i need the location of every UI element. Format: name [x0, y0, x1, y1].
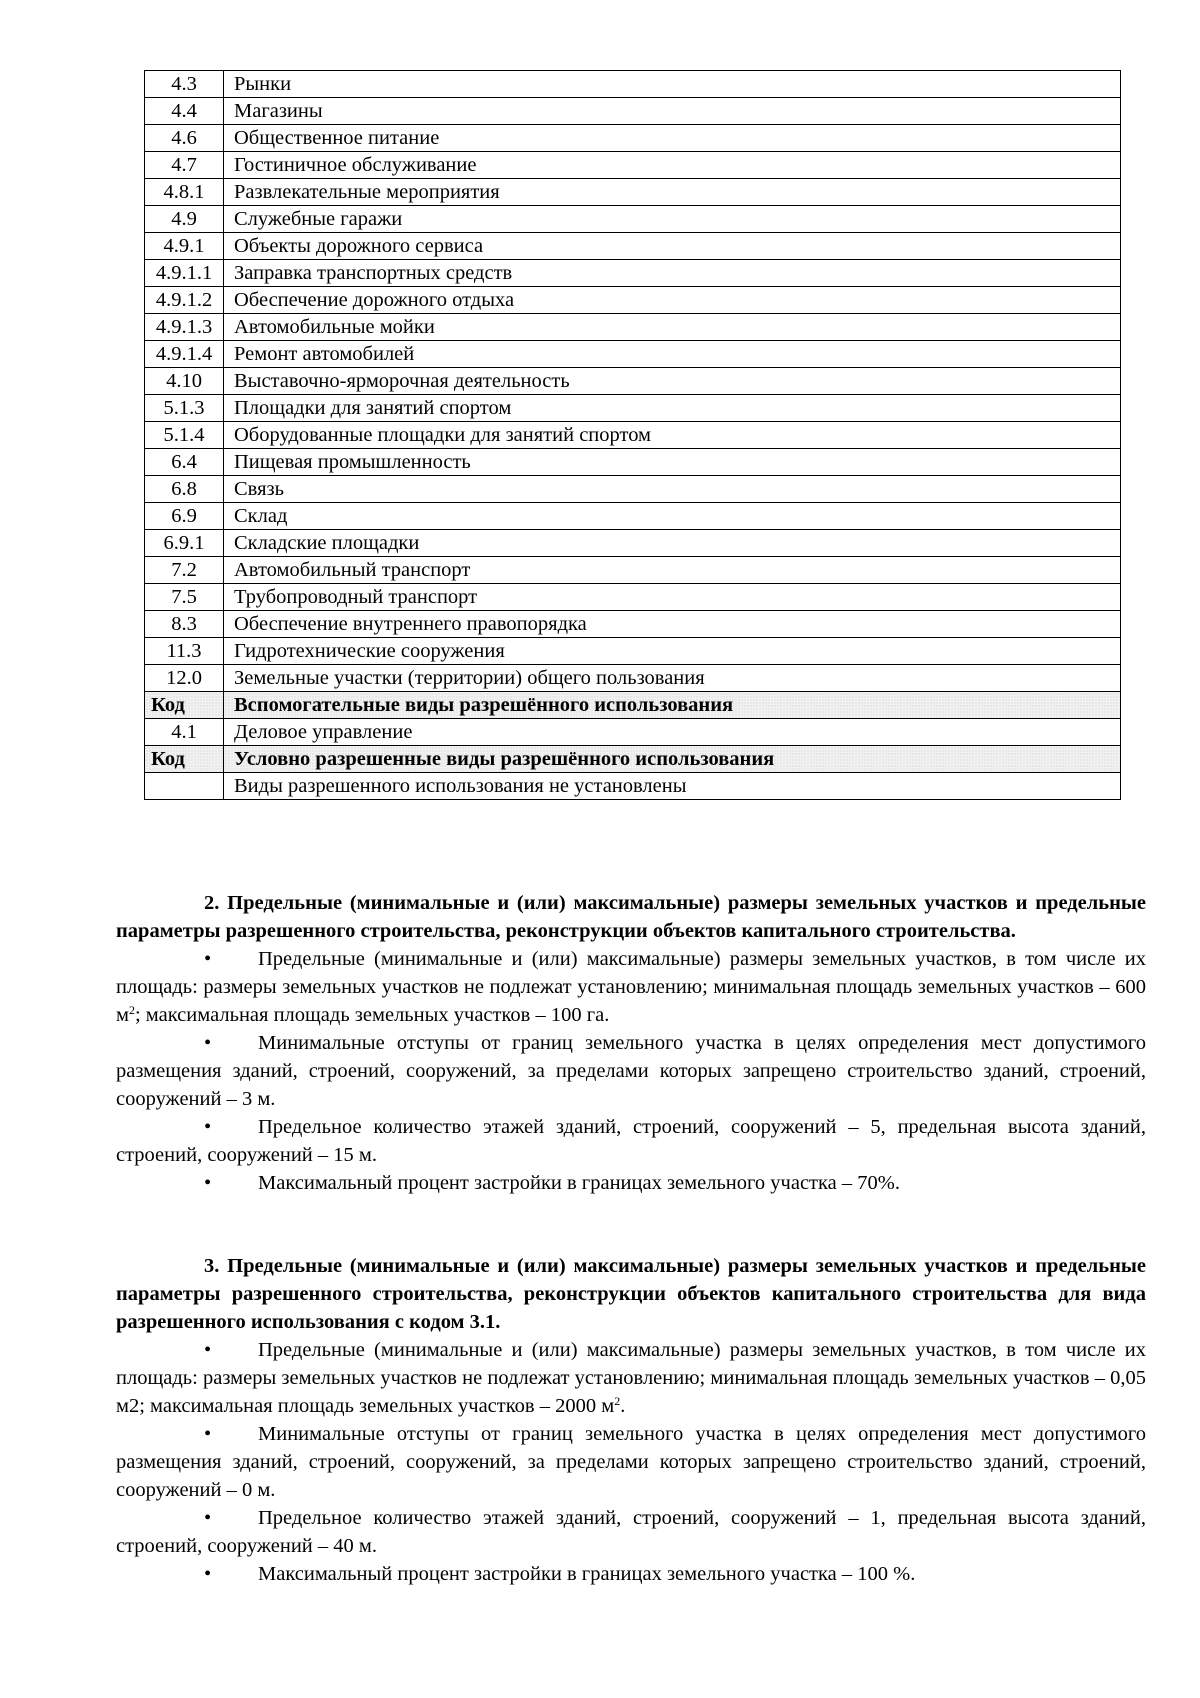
bullet-mark: • — [204, 1339, 212, 1361]
table-row — [145, 638, 1121, 665]
bullet-mark: • — [204, 1507, 212, 1529]
aux-header-code: Код — [145, 692, 224, 719]
item-text: Максимальный процент застройки в границах земельного участка – 100 %. — [258, 1563, 916, 1585]
table-row — [145, 773, 1121, 800]
use-code: 4.9 — [145, 206, 224, 233]
section-3-item-3 — [116, 1504, 1146, 1560]
use-name: Объекты дорожного сервиса — [224, 233, 1121, 260]
use-name: Служебные гаражи — [224, 206, 1121, 233]
use-name: Магазины — [224, 98, 1121, 125]
use-name: Гидротехнические сооружения — [224, 638, 1121, 665]
use-code: 4.6 — [145, 125, 224, 152]
use-code: 4.1 — [145, 719, 224, 746]
use-name: Автомобильный транспорт — [224, 557, 1121, 584]
use-code: 4.8.1 — [145, 179, 224, 206]
section-2 — [116, 889, 1146, 1197]
use-name: Виды разрешенного использования не установлены — [224, 773, 1121, 800]
section-2-item-2 — [116, 1029, 1146, 1113]
table-row — [145, 233, 1121, 260]
item-text-tail: . — [620, 1395, 626, 1417]
use-name: Выставочно-ярморочная деятельность — [224, 368, 1121, 395]
section-3-heading: 3. Предельные (минимальные и (или) максимальные) размеры земельных участков и предельные параметры разрешенного строительства, реконструкции объектов капитального строительства для вида разрешенного использования с кодом 3.1. — [116, 1255, 1146, 1333]
table-row — [145, 71, 1121, 98]
bullet-mark: • — [204, 1563, 212, 1585]
table-row — [145, 719, 1121, 746]
use-code: 4.3 — [145, 71, 224, 98]
table-row — [145, 98, 1121, 125]
table-row — [145, 368, 1121, 395]
table-row — [145, 611, 1121, 638]
use-name: Пищевая промышленность — [224, 449, 1121, 476]
use-code: 7.2 — [145, 557, 224, 584]
item-text: Предельное количество этажей зданий, строений, сооружений – 1, предельная высота зданий, строений, сооружений – 40 м. — [116, 1507, 1146, 1557]
section-3-item-4 — [116, 1560, 1146, 1588]
table-row — [145, 341, 1121, 368]
table-row — [145, 314, 1121, 341]
table-row — [145, 665, 1121, 692]
use-name: Оборудованные площадки для занятий спортом — [224, 422, 1121, 449]
land-use-table — [144, 70, 1121, 800]
use-name: Обеспечение дорожного отдыха — [224, 287, 1121, 314]
section-2-heading: 2. Предельные (минимальные и (или) максимальные) размеры земельных участков и предельные параметры разрешенного строительства, реконструкции объектов капитального строительства. — [116, 892, 1146, 942]
superscript: 2 — [128, 1003, 135, 1017]
use-code: 7.5 — [145, 584, 224, 611]
section-2-item-3 — [116, 1113, 1146, 1169]
section-2-item-1 — [116, 945, 1146, 1029]
conditional-uses-header-row — [145, 746, 1121, 773]
item-text: Максимальный процент застройки в границах земельного участка – 70%. — [258, 1172, 900, 1194]
use-name: Складские площадки — [224, 530, 1121, 557]
use-name: Гостиничное обслуживание — [224, 152, 1121, 179]
use-code: 4.4 — [145, 98, 224, 125]
table-row — [145, 395, 1121, 422]
table-row — [145, 557, 1121, 584]
item-text: Предельное количество этажей зданий, строений, сооружений – 5, предельная высота зданий, строений, сооружений – 15 м. — [116, 1116, 1146, 1166]
table-row — [145, 530, 1121, 557]
table-row — [145, 125, 1121, 152]
section-3-item-1 — [116, 1336, 1146, 1420]
item-text-tail: ; максимальная площадь земельных участков – 100 га. — [134, 1004, 610, 1026]
use-code: 12.0 — [145, 665, 224, 692]
table-row — [145, 476, 1121, 503]
table-row — [145, 503, 1121, 530]
table-row — [145, 179, 1121, 206]
use-name: Заправка транспортных средств — [224, 260, 1121, 287]
use-name: Деловое управление — [224, 719, 1121, 746]
use-code: 4.10 — [145, 368, 224, 395]
bullet-mark: • — [204, 1172, 212, 1194]
use-name: Ремонт автомобилей — [224, 341, 1121, 368]
section-2-item-4 — [116, 1169, 1146, 1197]
table-row — [145, 152, 1121, 179]
table-row — [145, 287, 1121, 314]
use-name: Склад — [224, 503, 1121, 530]
use-name: Трубопроводный транспорт — [224, 584, 1121, 611]
item-text: Предельные (минимальные и (или) максимальные) размеры земельных участков, в том числе их площадь: размеры земельных участков не подлежат установлению; минимальная площадь земельных участков – 600 м — [116, 948, 1146, 1026]
use-code: 5.1.3 — [145, 395, 224, 422]
land-use-table-body — [145, 71, 1121, 800]
table-row — [145, 584, 1121, 611]
bullet-mark: • — [204, 1116, 212, 1138]
use-code — [145, 773, 224, 800]
table-row — [145, 422, 1121, 449]
use-code: 4.9.1.4 — [145, 341, 224, 368]
use-name: Земельные участки (территории) общего пользования — [224, 665, 1121, 692]
use-code: 6.9.1 — [145, 530, 224, 557]
bullet-mark: • — [204, 1423, 212, 1445]
use-code: 5.1.4 — [145, 422, 224, 449]
use-name: Развлекательные мероприятия — [224, 179, 1121, 206]
use-name: Площадки для занятий спортом — [224, 395, 1121, 422]
aux-uses-header-row — [145, 692, 1121, 719]
use-code: 4.9.1 — [145, 233, 224, 260]
bullet-mark: • — [204, 1032, 212, 1054]
use-code: 6.4 — [145, 449, 224, 476]
table-row — [145, 260, 1121, 287]
section-3-item-2 — [116, 1420, 1146, 1504]
use-name: Общественное питание — [224, 125, 1121, 152]
use-code: 6.9 — [145, 503, 224, 530]
use-name: Обеспечение внутреннего правопорядка — [224, 611, 1121, 638]
item-text: Минимальные отступы от границ земельного участка в целях определения мест допустимого размещения зданий, строений, сооружений, за пределами которых запрещено строительство зданий, строений, сооружений – 3 м. — [116, 1032, 1146, 1110]
use-name: Автомобильные мойки — [224, 314, 1121, 341]
cond-header-code: Код — [145, 746, 224, 773]
table-row — [145, 206, 1121, 233]
use-code: 4.7 — [145, 152, 224, 179]
use-code: 4.9.1.3 — [145, 314, 224, 341]
bullet-mark: • — [204, 948, 212, 970]
use-code: 11.3 — [145, 638, 224, 665]
aux-header-title: Вспомогательные виды разрешённого использования — [224, 692, 1121, 719]
section-3 — [116, 1252, 1146, 1588]
use-code: 4.9.1.2 — [145, 287, 224, 314]
item-text: Предельные (минимальные и (или) максимальные) размеры земельных участков, в том числе их площадь: размеры земельных участков не подлежат установлению; минимальная площадь земельных участков – 0,05 м2; максимальная площадь земельных участков – 2000 м — [116, 1339, 1146, 1417]
use-code: 4.9.1.1 — [145, 260, 224, 287]
use-code: 8.3 — [145, 611, 224, 638]
cond-header-title: Условно разрешенные виды разрешённого использования — [224, 746, 1121, 773]
item-text: Минимальные отступы от границ земельного участка в целях определения мест допустимого размещения зданий, строений, сооружений, за пределами которых запрещено строительство зданий, строений, сооружений – 0 м. — [116, 1423, 1146, 1501]
use-code: 6.8 — [145, 476, 224, 503]
superscript: 2 — [614, 1394, 621, 1408]
use-name: Рынки — [224, 71, 1121, 98]
table-row — [145, 449, 1121, 476]
use-name: Связь — [224, 476, 1121, 503]
